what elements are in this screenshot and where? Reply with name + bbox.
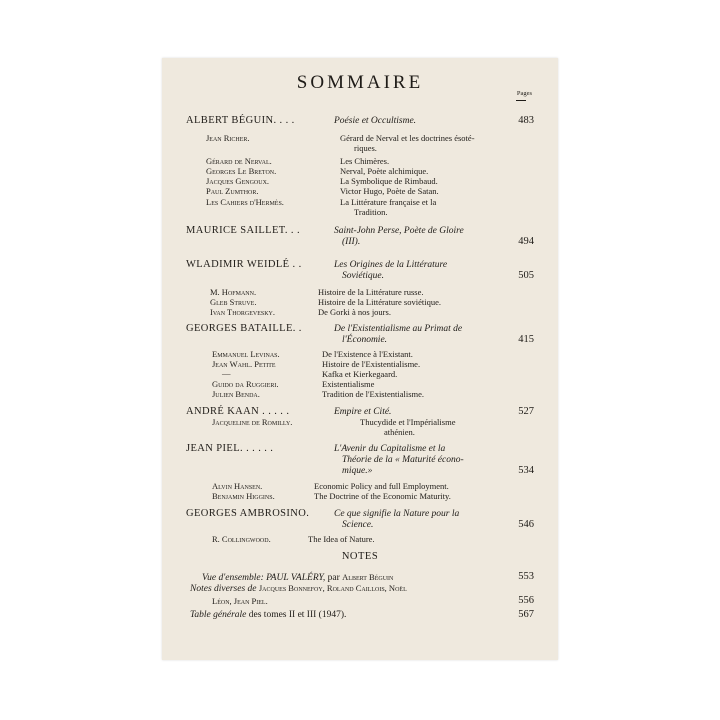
author-name: GEORGES AMBROSINO. (186, 508, 310, 519)
reviewed-author: Julien Benda. (212, 389, 260, 399)
pages-column-header: Pages (516, 90, 532, 97)
reviewed-title: Thucydide et l'Impérialisme (360, 417, 456, 427)
note-author: Léon, Jean Piel. (212, 596, 268, 606)
reviewed-title: The Doctrine of the Economic Maturity. (314, 491, 451, 501)
note-author: Albert Béguin (342, 572, 394, 582)
reviewed-author: Jacqueline de Romilly. (212, 417, 293, 427)
page-number: 527 (518, 406, 534, 417)
work-title: Ce que signifie la Nature pour la (334, 509, 460, 519)
reviewed-title: Kafka et Kierkegaard. (322, 369, 398, 379)
reviewed-title: La Symbolique de Rimbaud. (340, 176, 438, 186)
note-italic: Notes diverses de (190, 584, 257, 594)
reviewed-author: R. Collingwood. (212, 534, 271, 544)
reviewed-author: Paul Zumthor. (206, 186, 259, 196)
note-author: Jacques Bonnefoy, Roland Caillois, Noël (258, 583, 407, 593)
reviewed-author: Benjamin Higgins. (212, 491, 275, 501)
note-entry (202, 572, 393, 583)
work-title: Soviétique. (342, 271, 384, 281)
reviewed-title: riques. (354, 143, 377, 153)
reviewed-title: athénien. (384, 427, 415, 437)
header-rule (516, 100, 526, 101)
author-name: GEORGES BATAILLE. . (186, 323, 302, 334)
reviewed-author: Alvin Hansen. (212, 481, 263, 491)
work-title: Saint-John Perse, Poète de Gloire (334, 226, 464, 236)
note-plain: par (325, 573, 343, 583)
author-name: WLADIMIR WEIDLÉ . . (186, 259, 302, 270)
reviewed-author: Georges Le Breton. (206, 166, 277, 176)
reviewed-title: Les Chimères. (340, 156, 390, 166)
reviewed-title: Tradition. (354, 207, 388, 217)
work-title: Les Origines de la Littérature (334, 260, 448, 270)
note-plain: des tomes II et III (1947). (246, 610, 347, 620)
reviewed-author: Guido da Ruggieri. (212, 379, 279, 389)
work-title: (III). (342, 237, 361, 247)
note-entry (212, 596, 268, 607)
reviewed-title: Histoire de l'Existentialisme. (322, 359, 421, 369)
reviewed-title: Existentialisme (322, 379, 375, 389)
reviewed-title: Economic Policy and full Employment. (314, 481, 449, 491)
note-italic: Vue d'ensemble: PAUL VALÉRY, (202, 573, 326, 583)
reviewed-title: Tradition de l'Existentialisme. (322, 389, 425, 399)
author-name: ALBERT BÉGUIN. . . . (186, 115, 295, 126)
reviewed-title: De l'Existence à l'Existant. (322, 349, 413, 359)
page-number: 567 (518, 609, 534, 620)
page-title: SOMMAIRE (296, 72, 424, 93)
reviewed-title: Victor Hugo, Poète de Satan. (340, 186, 439, 196)
reviewed-author: Jean Richer. (206, 133, 250, 143)
page-number: 556 (518, 595, 534, 606)
note-entry (190, 610, 346, 620)
page-number: 494 (518, 236, 534, 247)
page-number: 505 (518, 270, 534, 281)
reviewed-title: Histoire de la Littérature russe. (318, 287, 424, 297)
work-title: Poésie et Occultisme. (334, 116, 417, 126)
reviewed-author: Les Cahiers d'Hermès. (206, 197, 284, 207)
page-number: 546 (518, 519, 534, 530)
reviewed-author: Ivan Thorgevesky. (210, 307, 276, 317)
work-title: mique.» (342, 466, 373, 476)
work-title: Théorie de la « Maturité écono- (342, 455, 464, 465)
work-title: De l'Existentialisme au Primat de (334, 324, 463, 334)
note-italic: Table générale (190, 610, 247, 620)
note-entry (190, 583, 407, 594)
reviewed-author: Gleb Struve. (210, 297, 257, 307)
reviewed-title: Histoire de la Littérature soviétique. (318, 297, 441, 307)
notes-heading: NOTES (341, 551, 379, 562)
work-title: l'Économie. (342, 335, 388, 345)
reviewed-title: De Gorki à nos jours. (318, 307, 391, 317)
reviewed-author: Gérard de Nerval. (206, 156, 272, 166)
reviewed-author: Emmanuel Levinas. (212, 349, 280, 359)
author-name: ANDRÉ KAAN . . . . . (186, 406, 290, 417)
author-name: JEAN PIEL. . . . . . (186, 443, 274, 454)
page-number: 534 (518, 465, 534, 476)
work-title: L'Avenir du Capitalisme et la (334, 444, 446, 454)
reviewed-title: Gérard de Nerval et les doctrines ésoté- (340, 133, 475, 143)
author-name: MAURICE SAILLET. . . (186, 225, 300, 236)
reviewed-author: — (222, 368, 231, 378)
page-number: 415 (518, 334, 534, 345)
book-page (162, 58, 558, 660)
page-number: 483 (518, 115, 534, 126)
page-number: 553 (518, 571, 534, 582)
work-title: Science. (342, 520, 374, 530)
reviewed-title: La Littérature française et la (340, 197, 437, 207)
reviewed-title: The Idea of Nature. (308, 534, 375, 544)
reviewed-author: Jacques Gengoux. (206, 176, 270, 186)
reviewed-author: M. Hofmann. (210, 287, 257, 297)
reviewed-author: Jean Wahl. Petite (212, 359, 276, 369)
reviewed-title: Nerval, Poète alchimique. (340, 166, 429, 176)
work-title: Empire et Cité. (334, 407, 392, 417)
